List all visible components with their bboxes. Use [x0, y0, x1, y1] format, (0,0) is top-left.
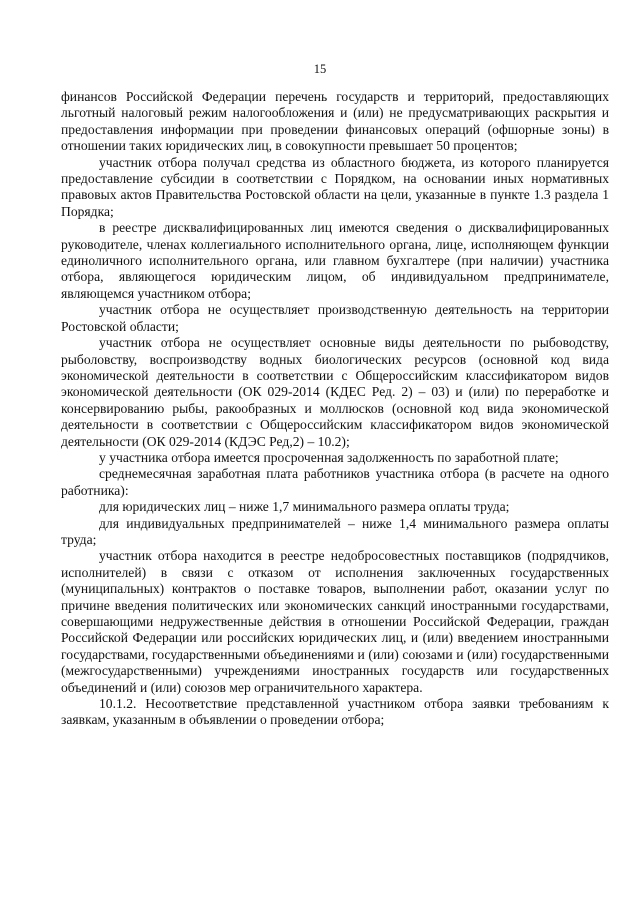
paragraph: для юридических лиц – ниже 1,7 минимального размера оплаты труда; [99, 499, 510, 515]
paragraph: участник отбора находится в реестре недобросовестных поставщиков (подрядчиков, исполнителей) в связи с отказом от исполнения заключенных государственных (муниципальных) контрактов о поставке товаров, выполнении работ, оказании услуг по причине введения политических или экономических санкций иностранными государствами, совершающими недружественные действия в отношении Российской Федерации, граждан Российской Федерации или российских юридических лиц, и (или) введением иностранными государствами, государственными объединениями и (или) союзами и (или) государственными (межгосударственными) учреждениями иностранных государств или государственных объединений и (или) союзов мер ограничительного характера. [61, 548, 609, 695]
paragraph: для индивидуальных предпринимателей – ниже 1,4 минимального размера оплаты труда; [61, 515, 609, 547]
paragraph: 10.1.2. Несоответствие представленной участником отбора заявки требованиям к заявкам, указанным в объявлении о проведении отбора; [61, 696, 609, 728]
paragraph: в реестре дисквалифицированных лиц имеются сведения о дисквалифицированных руководителе, членах коллегиального исполнительного органа, лице, исполняющем функции единоличного исполнительного органа, или главном бухгалтере (при наличии) участника отбора, являющегося юридическим лицом, об индивидуальном предпринимателе, являющемся участником отбора; [61, 220, 609, 301]
paragraph: финансов Российской Федерации перечень государств и территорий, предоставляющих льготный налоговый режим налогообложения и (или) не предусматривающих раскрытия и предоставления информации при проведении финансовых операций (офшорные зоны) в отношении таких юридических лиц, в совокупности превышает 50 процентов; [61, 89, 609, 154]
paragraph: у участника отбора имеется просроченная задолженность по заработной плате; [99, 449, 559, 465]
paragraph: участник отбора не осуществляет основные виды деятельности по рыбоводству, рыболовству, воспроизводству водных биологических ресурсов (основной код вида экономической деятельности в соответствии с Общероссийским классификатором видов экономической деятельности (ОК 029-2014 (КДЕС Ред. 2) – 03) и (или) по переработке и консервированию рыбы, ракообразных и моллюсков (основной код вида экономической деятельности в соответствии с Общероссийским классификатором видов экономической деятельности (ОК 029-2014 (КДЭС Ред,2) – 10.2); [61, 335, 609, 449]
paragraph: среднемесячная заработная плата работников участника отбора (в расчете на одного работника): [61, 466, 609, 498]
paragraph: участник отбора не осуществляет производственную деятельность на территории Ростовской области; [61, 302, 609, 334]
document-body [61, 89, 609, 729]
page-number: 15 [313, 62, 327, 76]
paragraph: участник отбора получал средства из областного бюджета, из которого планируется предоставление субсидии в соответствии с Порядком, на основании иных нормативных правовых актов Правительства Ростовской области на цели, указанные в пункте 1.3 раздела 1 Порядка; [61, 154, 609, 219]
